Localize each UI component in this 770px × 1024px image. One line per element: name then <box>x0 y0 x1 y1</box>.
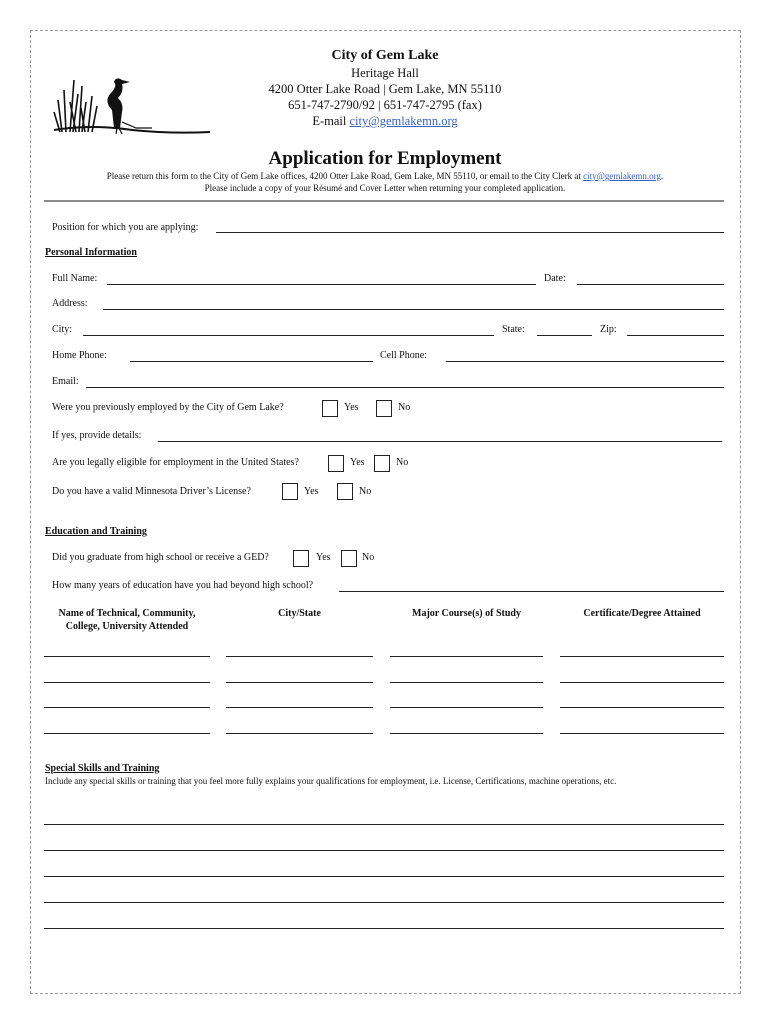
col-certificate: Certificate/Degree Attained <box>583 608 701 619</box>
position-field[interactable] <box>216 232 724 233</box>
org-email-link[interactable]: city@gemlakemn.org <box>349 114 458 128</box>
school-field-3[interactable] <box>44 707 210 708</box>
email-label: Email: <box>52 376 79 387</box>
city-state-field-3[interactable] <box>226 707 373 708</box>
prev-employed-no-label: No <box>398 402 411 413</box>
home-phone-label: Home Phone: <box>52 350 107 361</box>
form-title: Application for Employment <box>268 148 502 169</box>
date-field[interactable] <box>577 284 724 285</box>
eligible-no-checkbox[interactable] <box>374 455 390 472</box>
instructions-line-2: Please include a copy of your Résumé and Cover Letter when returning your completed application. <box>204 183 566 193</box>
major-field-1[interactable] <box>390 656 543 657</box>
city-state-field-1[interactable] <box>226 656 373 657</box>
city-field[interactable] <box>83 335 494 336</box>
cell-phone-label: Cell Phone: <box>380 350 427 361</box>
grad-no-label: No <box>362 552 375 563</box>
certificate-field-4[interactable] <box>560 733 724 734</box>
city-label: City: <box>52 324 73 335</box>
building-name: Heritage Hall <box>351 66 419 80</box>
zip-label: Zip: <box>600 324 617 335</box>
personal-info-heading: Personal Information <box>45 247 137 258</box>
col-city-state: City/State <box>278 608 321 619</box>
skills-line-5[interactable] <box>44 928 724 929</box>
major-field-2[interactable] <box>390 682 543 683</box>
prev-employed-yes-label: Yes <box>344 402 359 413</box>
skills-line-3[interactable] <box>44 876 724 877</box>
school-field-1[interactable] <box>44 656 210 657</box>
certificate-field-1[interactable] <box>560 656 724 657</box>
org-name: City of Gem Lake <box>331 48 439 63</box>
if-yes-label: If yes, provide details: <box>52 430 142 441</box>
license-yes-checkbox[interactable] <box>282 483 298 500</box>
years-question: How many years of education have you had beyond high school? <box>52 580 314 591</box>
school-field-2[interactable] <box>44 682 210 683</box>
if-yes-field[interactable] <box>158 441 722 442</box>
full-name-field[interactable] <box>107 284 536 285</box>
license-no-label: No <box>359 486 372 497</box>
prev-employed-question: Were you previously employed by the City of Gem Lake? <box>52 402 284 413</box>
skills-heading: Special Skills and Training <box>45 763 160 774</box>
grad-yes-label: Yes <box>316 552 331 563</box>
org-email-line <box>0 113 770 129</box>
instructions-suffix: . <box>661 171 664 181</box>
years-field[interactable] <box>339 591 724 592</box>
skills-line-2[interactable] <box>44 850 724 851</box>
skills-description: Include any special skills or training that you feel more fully explains your qualifications for employment, i.e. License, Certifications, machine operations, etc. <box>45 776 617 786</box>
license-question: Do you have a valid Minnesota Driver’s License? <box>52 486 251 497</box>
prev-employed-yes-checkbox[interactable] <box>322 400 338 417</box>
state-label: State: <box>502 324 525 335</box>
major-field-3[interactable] <box>390 707 543 708</box>
home-phone-field[interactable] <box>130 361 373 362</box>
skills-line-1[interactable] <box>44 824 724 825</box>
date-label: Date: <box>544 273 566 284</box>
school-field-4[interactable] <box>44 733 210 734</box>
instructions-email-link[interactable]: city@gemlakemn.org <box>583 171 661 181</box>
skills-line-4[interactable] <box>44 902 724 903</box>
eligible-yes-label: Yes <box>350 457 365 468</box>
grad-yes-checkbox[interactable] <box>293 550 309 567</box>
grad-question: Did you graduate from high school or receive a GED? <box>52 552 269 563</box>
city-state-field-4[interactable] <box>226 733 373 734</box>
col-major: Major Course(s) of Study <box>412 608 521 619</box>
grad-no-checkbox[interactable] <box>341 550 357 567</box>
cell-phone-field[interactable] <box>446 361 724 362</box>
org-address: 4200 Otter Lake Road | Gem Lake, MN 55110 <box>268 82 502 96</box>
header-divider <box>44 200 724 202</box>
major-field-4[interactable] <box>390 733 543 734</box>
state-field[interactable] <box>537 335 592 336</box>
org-phones: 651-747-2790/92 | 651-747-2795 (fax) <box>288 98 482 112</box>
city-state-field-2[interactable] <box>226 682 373 683</box>
full-name-label: Full Name: <box>52 273 98 284</box>
eligible-yes-checkbox[interactable] <box>328 455 344 472</box>
eligible-question: Are you legally eligible for employment in the United States? <box>52 457 299 468</box>
license-yes-label: Yes <box>304 486 319 497</box>
col-school-name: Name of Technical, Community, College, University Attended <box>58 608 196 632</box>
address-field[interactable] <box>103 309 724 310</box>
certificate-field-3[interactable] <box>560 707 724 708</box>
instructions-text: Please return this form to the City of Gem Lake offices, 4200 Otter Lake Road, Gem Lake, MN 55110, or email to the City Clerk at <box>106 171 584 181</box>
license-no-checkbox[interactable] <box>337 483 353 500</box>
position-label: Position for which you are applying: <box>52 222 199 233</box>
certificate-field-2[interactable] <box>560 682 724 683</box>
address-label: Address: <box>52 298 88 309</box>
instructions-line-1 <box>0 171 770 181</box>
email-field[interactable] <box>86 387 724 388</box>
email-prefix: E-mail <box>312 114 350 128</box>
prev-employed-no-checkbox[interactable] <box>376 400 392 417</box>
eligible-no-label: No <box>396 457 409 468</box>
education-heading: Education and Training <box>45 526 147 537</box>
zip-field[interactable] <box>627 335 724 336</box>
